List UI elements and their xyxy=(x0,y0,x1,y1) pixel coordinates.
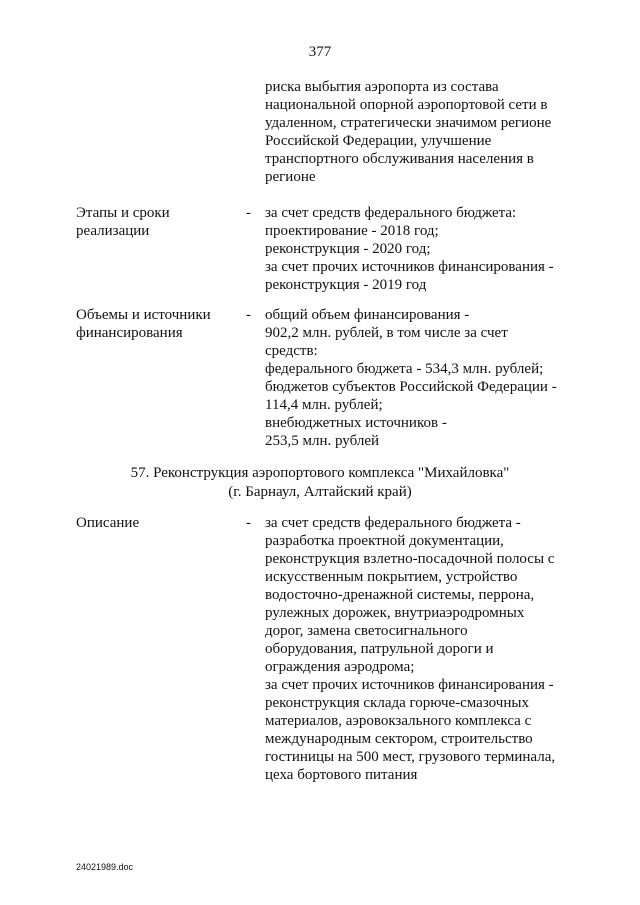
description-text: за счет средств федерального бюджета - разработка проектной документации, реконструкция взлетно-посадочной полосы с искусственным покрытием, устройство водосточно-дренажной системы, перрона, рулежных дорожек, внутриаэродромных дорог, замена светосигнального оборудования, патрульной дороги и ограждения аэродрома; за счет прочих источников финансирования - реконструкция склада горюче-смазочных материалов, аэровокзального комплекса с международным сектором, строительство гостиницы на 500 мест, грузового терминала, цеха бортового питания xyxy=(265,515,556,783)
footer-file-name: 24021989.doc xyxy=(76,862,134,872)
description-label: Описание xyxy=(76,515,140,531)
funding-dash: - xyxy=(246,307,251,323)
funding-text: общий объем финансирования - 902,2 млн. рублей, в том числе за счет средств: федерального бюджета - 534,3 млн. рублей; бюджетов субъектов Российской Федерации - 114,4 млн. рублей; внебюджетных источников - 253,5 млн. рублей xyxy=(265,307,557,449)
stages-dash: - xyxy=(246,205,251,221)
description-dash: - xyxy=(246,515,251,531)
stages-text: за счет средств федерального бюджета: проектирование - 2018 год; реконструкция - 2020 год; за счет прочих источников финансирования - реконструкция - 2019 год xyxy=(265,205,554,293)
continuation-text: риска выбытия аэропорта из состава национальной опорной аэропортовой сети в удаленном, стратегически значимом регионе Российской Федерации, улучшение транспортного обслуживания населения в регионе xyxy=(265,79,552,185)
section-title: 57. Реконструкция аэропортового комплекса "Михайловка" (г. Барнаул, Алтайский край) xyxy=(130,465,510,500)
stages-label: Этапы и сроки реализации xyxy=(76,205,170,239)
funding-label: Объемы и источники финансирования xyxy=(76,307,211,341)
page-number: 377 xyxy=(308,44,332,60)
